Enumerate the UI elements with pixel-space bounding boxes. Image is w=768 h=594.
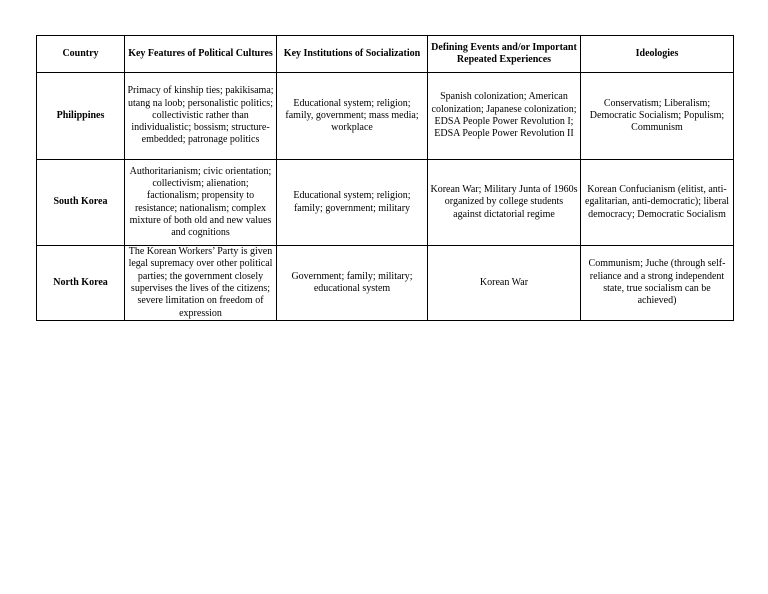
header-row bbox=[37, 36, 734, 73]
features-cell: Authoritarianism; civic orientation; collectivism; alienation; factionalism; propensity to resistance; nationalism; complex mixture of both old and new values and cognitions bbox=[125, 160, 277, 246]
table-row bbox=[37, 73, 734, 160]
ideologies-cell: Korean Confucianism (elitist, anti-egalitarian, anti-democratic); liberal democracy; Democratic Socialism bbox=[581, 160, 734, 246]
header-key-features: Key Features of Political Cultures bbox=[125, 36, 277, 73]
ideologies-cell: Communism; Juche (through self-reliance and a strong independent state, true socialism can be achieved) bbox=[581, 246, 734, 321]
header-ideologies: Ideologies bbox=[581, 36, 734, 73]
events-cell: Spanish colonization; American colonization; Japanese colonization; EDSA People Power Revolution I; EDSA People Power Revolution II bbox=[428, 73, 581, 160]
institutions-cell: Educational system; religion; family, government; mass media; workplace bbox=[277, 73, 428, 160]
header-country: Country bbox=[37, 36, 125, 73]
institutions-cell: Government; family; military; educational system bbox=[277, 246, 428, 321]
header-key-institutions: Key Institutions of Socialization bbox=[277, 36, 428, 73]
table-row bbox=[37, 246, 734, 321]
events-cell: Korean War bbox=[428, 246, 581, 321]
header-defining-events: Defining Events and/or Important Repeated Experiences bbox=[428, 36, 581, 73]
ideologies-cell: Conservatism; Liberalism; Democratic Socialism; Populism; Communism bbox=[581, 73, 734, 160]
table-row bbox=[37, 160, 734, 246]
country-cell: South Korea bbox=[37, 160, 125, 246]
political-culture-table bbox=[36, 35, 734, 321]
country-cell: North Korea bbox=[37, 246, 125, 321]
features-cell: The Korean Workers’ Party is given legal supremacy over other political parties; the government closely supervises the lives of the citizens; severe limitation on freedom of expression bbox=[125, 246, 277, 321]
institutions-cell: Educational system; religion; family; government; military bbox=[277, 160, 428, 246]
country-cell: Philippines bbox=[37, 73, 125, 160]
features-cell: Primacy of kinship ties; pakikisama; utang na loob; personalistic politics; collectivistic rather than individualistic; bossism; structure-embedded; patronage politics bbox=[125, 73, 277, 160]
events-cell: Korean War; Military Junta of 1960s organized by college students against dictatorial regime bbox=[428, 160, 581, 246]
